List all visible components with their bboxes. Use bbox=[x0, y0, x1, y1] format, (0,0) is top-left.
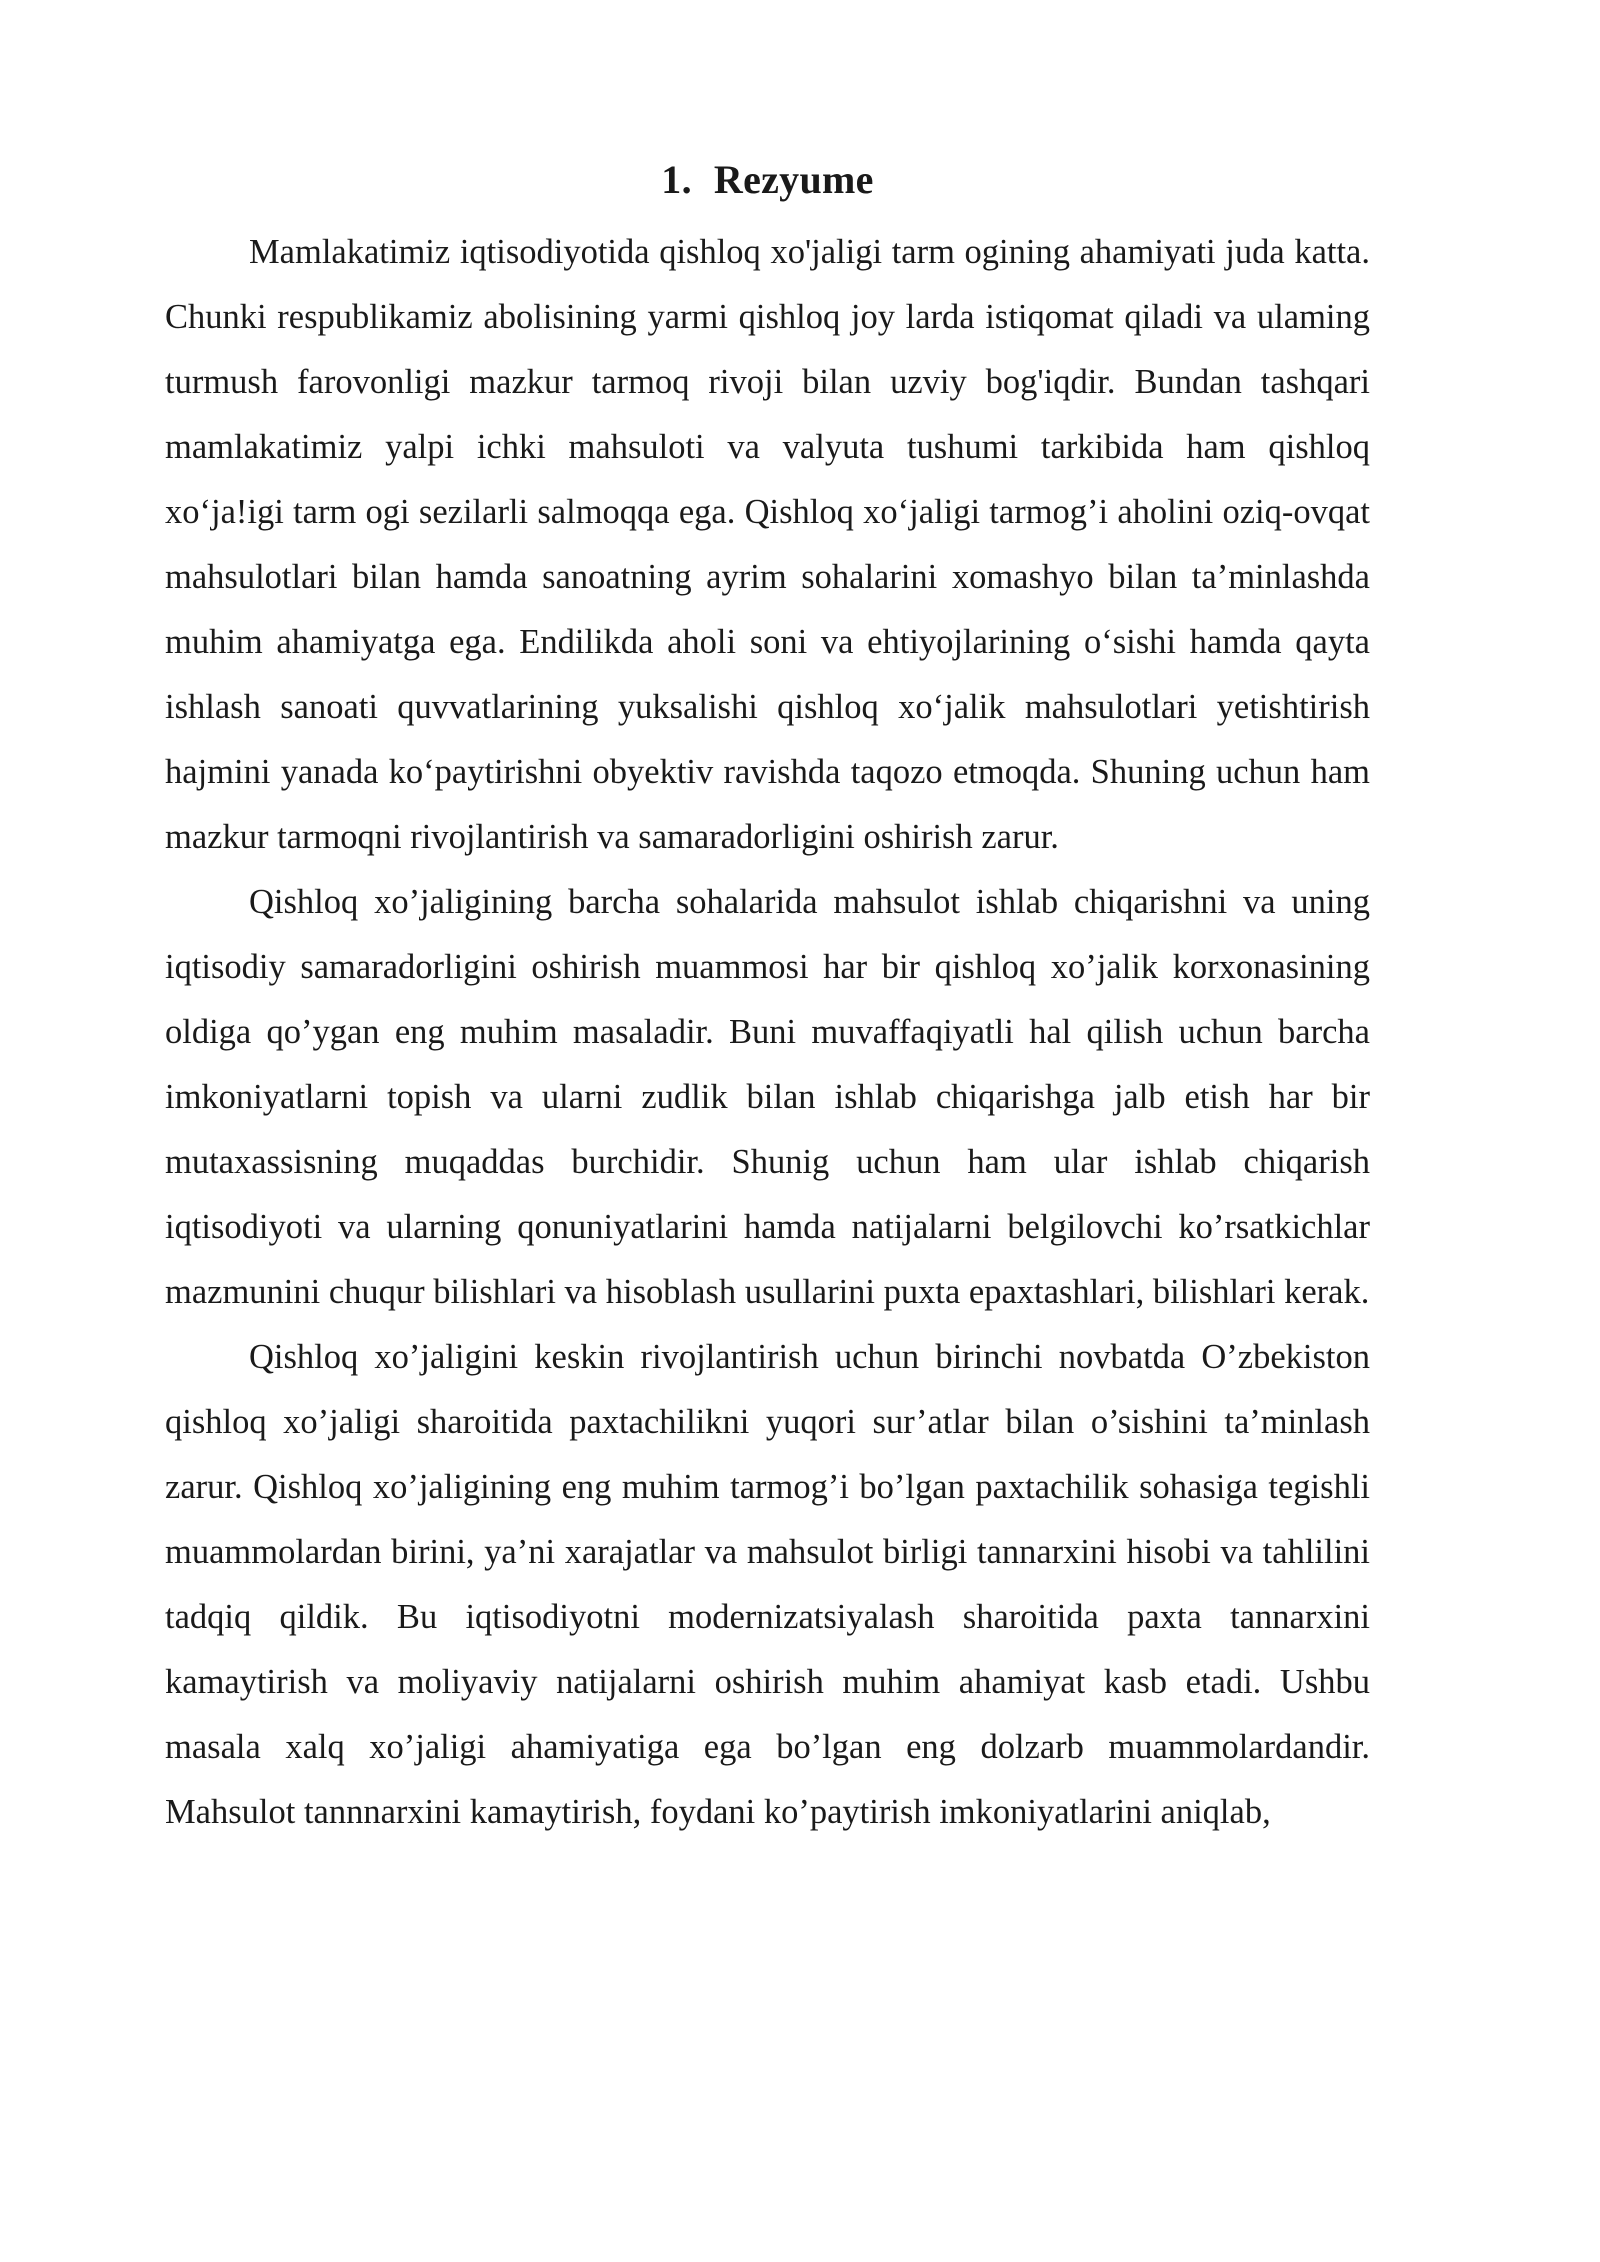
section-number: 1. bbox=[661, 157, 692, 202]
paragraph: Qishloq xo’jaligining barcha sohalarida mahsulot ishlab chiqarishni va uning iqtisodiy samaradorligini oshirish muammosi har bir qishloq xo’jalik korxonasining oldiga qo’ygan eng muhim masaladir. Buni muvaffaqiyatli hal qilish uchun barcha imkoniyatlarni topish va ularni zudlik bilan ishlab chiqarishga jalb etish har bir mutaxassisning muqaddas burchidir. Shunig uchun ham ular ishlab chiqarish iqtisodiyoti va ularning qonuniyatlarini hamda natijalarni belgilovchi ko’rsatkichlar mazmunini chuqur bilishlari va hisoblash usullarini puxta epaxtashlari, bilishlari kerak. bbox=[165, 883, 1370, 1311]
section-title: Rezyume bbox=[713, 157, 874, 202]
paragraph: Mamlakatimiz iqtisodiyotida qishloq xo'jaligi tarm ogining ahamiyati juda katta. Chunki respublikamiz abolisining yarmi qishloq joy larda istiqomat qiladi va ulaming turmush farovonligi mazkur tarmoq rivoji bilan uzviy bog'iqdir. Bundan tashqari mamlakatimiz yalpi ichki mahsuloti va valyuta tushumi tarkibida ham qishloq xo‘ja!igi tarm ogi sezilarli salmoqqa ega. Qishloq xo‘jaligi tarmog’i aholini oziq-ovqat mahsulotlari bilan hamda sanoatning ayrim sohalarini xomashyo bilan ta’minlashda muhim ahamiyatga ega. Endilikda aholi soni va ehtiyojlarining o‘sishi hamda qayta ishlash sanoati quvvatlarining yuksalishi qishloq xo‘jalik mahsulotlari yetishtirish hajmini yanada ko‘paytirishni obyektiv ravishda taqozo etmoqda. Shuning uchun ham mazkur tarmoqni rivojlantirish va samaradorligini oshirish zarur. bbox=[165, 233, 1370, 856]
section-heading bbox=[165, 148, 1370, 212]
paragraph: Qishloq xo’jaligini keskin rivojlantirish uchun birinchi novbatda O’zbekiston qishloq xo’jaligi sharoitida paxtachilikni yuqori sur’atlar bilan o’sishini ta’minlash zarur. Qishloq xo’jaligining eng muhim tarmog’i bo’lgan paxtachilik sohasiga tegishli muammolardan birini, ya’ni xarajatlar va mahsulot birligi tannarxini hisobi va tahlilini tadqiq qildik. Bu iqtisodiyotni modernizatsiyalash sharoitida paxta tannarxini kamaytirish va moliyaviy natijalarni oshirish muhim ahamiyat kasb etadi. Ushbu masala xalq xo’jaligi ahamiyatiga ega bo’lgan eng dolzarb muammolardandir. Mahsulot tannnarxini kamaytirish, foydani ko’paytirish imkoniyatlarini aniqlab, bbox=[165, 1338, 1370, 1831]
page-content bbox=[165, 148, 1370, 1845]
